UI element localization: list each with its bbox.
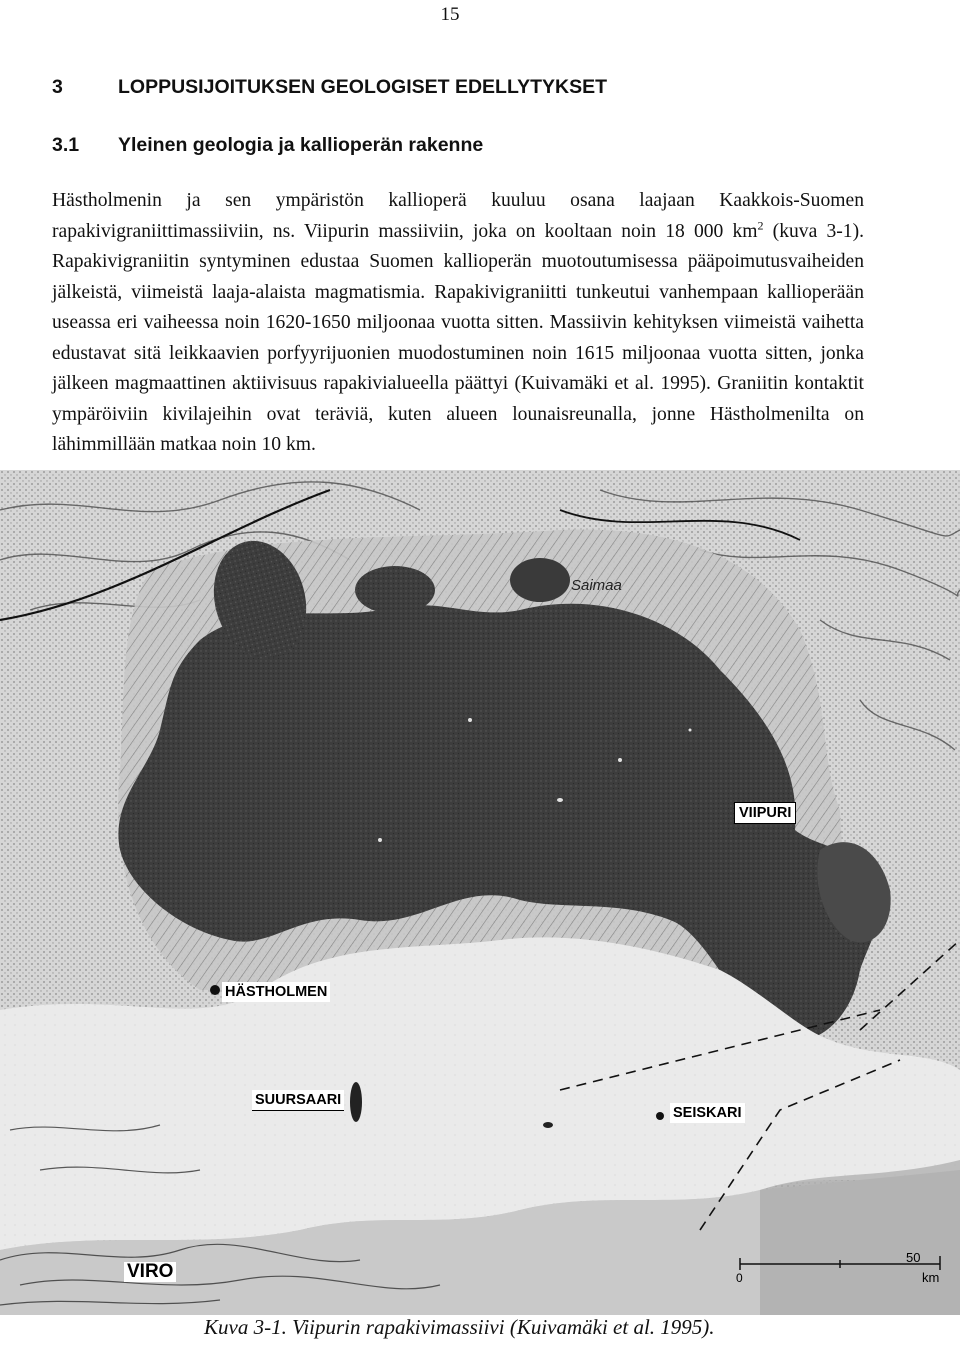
body-text-part1: Hästholmenin ja sen ympäristön kallioperä kuuluu osana laajaan Kaakkois-Suomen rapakivigraniittimassiiviin, ns. Viipurin massiiviin, joka on kooltaan noin 18 000 km	[52, 190, 864, 242]
scale-bar-unit: km	[922, 1270, 940, 1285]
map-label-seiskari: SEISKARI	[670, 1103, 745, 1123]
page-number: 15	[440, 4, 460, 25]
subsection-title: Yleinen geologia ja kallioperän rakenne	[118, 134, 484, 156]
scale-bar-zero: 0	[736, 1271, 743, 1285]
map-label-hastholmen: HÄSTHOLMEN	[222, 982, 330, 1002]
superscript: 2	[757, 217, 764, 232]
body-paragraph	[52, 186, 864, 461]
map-label-suursaari: SUURSAARI	[252, 1090, 344, 1111]
map-label-lake: Saimaa	[571, 577, 622, 594]
geological-map	[0, 470, 960, 1315]
map-label-viipuri: VIIPURI	[734, 802, 796, 824]
section-number: 3	[52, 76, 63, 98]
figure-caption: Kuva 3-1. Viipurin rapakivimassiivi (Kuivamäki et al. 1995).	[204, 1315, 715, 1339]
section-title: LOPPUSIJOITUKSEN GEOLOGISET EDELLYTYKSET	[118, 76, 608, 98]
body-text-part2: (kuva 3-1). Rapakivigraniitin syntyminen edustaa Suomen kallioperän muotoutumisessa pääpoimutusvaiheiden jälkeistä, viimeistä laaja-alaista magmatismia. Rapakivigraniitti tunkeutui vanhempaan kallioperään useassa eri vaiheessa noin 1620-1650 miljoonaa vuotta sitten. Massiivin kehityksen viimeistä vaihetta edustavat sitä leikkaavien porfyyrijuonien muodostuminen noin 1615 miljoonaa vuotta sitten, jonka jälkeen magmaattinen aktiivisuus rapakivialueella päättyi (Kuivamäki et al. 1995). Graniitin kontaktit ympäröiviin kivilajeihin ovat teräviä, kuten alueen lounaisreunalla, jonne Hästholmenilta on lähimmillään matkaa noin 10 km.	[52, 220, 864, 455]
section-heading	[52, 76, 607, 99]
subsection-heading	[52, 134, 483, 157]
scale-bar-fifty: 50	[906, 1250, 921, 1265]
map-label-viro: VIRO	[124, 1262, 176, 1282]
map-drawing	[0, 470, 960, 1315]
subsection-number: 3.1	[52, 134, 80, 156]
